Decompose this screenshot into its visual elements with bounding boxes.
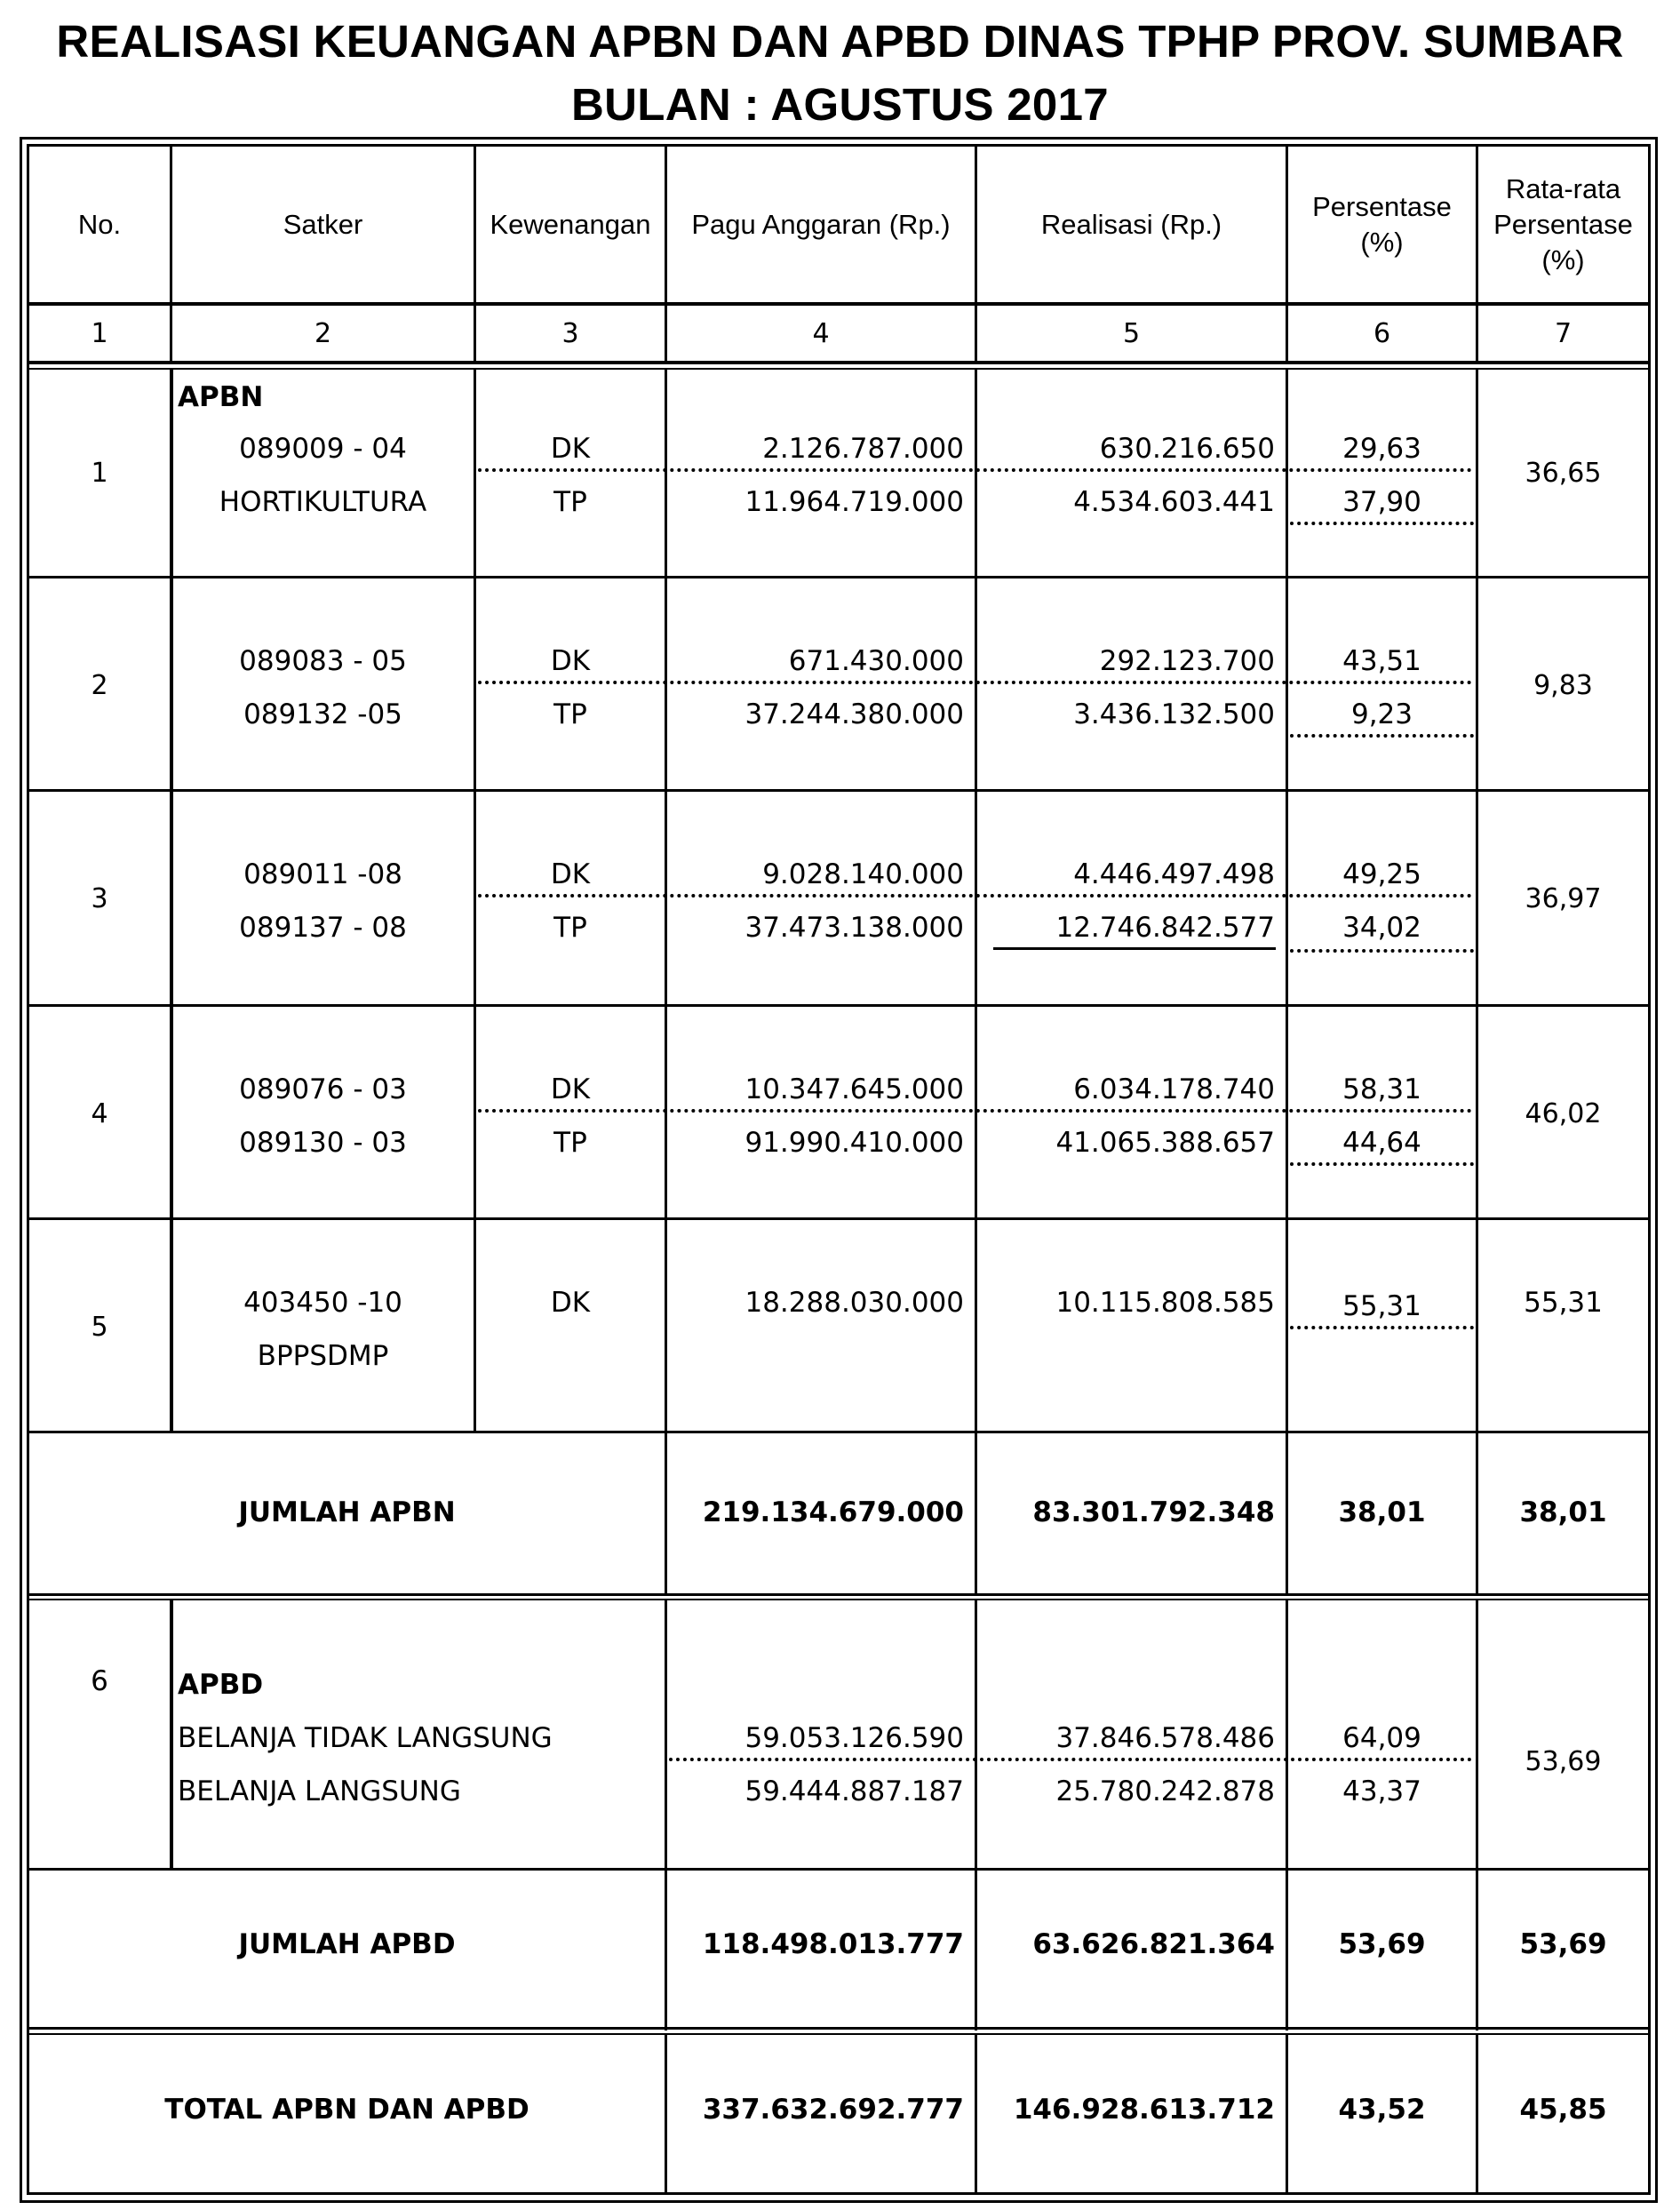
row2-kew-1: DK [550, 645, 591, 677]
total-bottom-line [27, 2192, 1651, 2195]
jumlah-apbd-bottom-line [27, 2027, 1651, 2030]
vline-c2-apbn [474, 368, 476, 1432]
row4-pagu-1: 10.347.645.000 [744, 1073, 964, 1105]
vline-c3-apbd [665, 1600, 667, 2030]
row1-pagu-2: 11.964.719.000 [744, 486, 964, 518]
page-title: REALISASI KEUANGAN APBN DAN APBD DINAS TPHP PROV. SUMBAR [56, 16, 1624, 67]
header-realisasi: Realisasi (Rp.) [1040, 208, 1222, 240]
colnum-4: 4 [812, 317, 830, 349]
row-sep-5 [27, 1431, 1651, 1433]
row3-pagu-1: 9.028.140.000 [762, 858, 964, 890]
row6-pagu-2: 59.444.887.187 [744, 1775, 964, 1807]
page-subtitle: BULAN : AGUSTUS 2017 [571, 79, 1109, 130]
jumlah-apbn-pct: 38,01 [1338, 1496, 1426, 1528]
row2-pct-1: 43,51 [1342, 645, 1421, 677]
vline-c3-apbn [665, 368, 667, 1593]
jumlah-apbn-pagu: 219.134.679.000 [702, 1496, 964, 1528]
apbd-row-sep [27, 1868, 1651, 1871]
row2-pagu-2: 37.244.380.000 [744, 698, 964, 730]
colnum-7: 7 [1554, 317, 1573, 349]
right-inner-line [1648, 144, 1651, 2195]
header-satker: Satker [283, 208, 363, 240]
jumlah-apbd-label: JUMLAH APBD [238, 1928, 456, 1960]
row5-pct-1: 55,31 [1342, 1290, 1421, 1322]
row-sep-2 [27, 789, 1651, 792]
row5-avg: 55,31 [1524, 1287, 1603, 1319]
total-avg: 45,85 [1519, 2094, 1607, 2126]
apbd-label: APBD [178, 1669, 264, 1701]
row1-satker-2: HORTIKULTURA [219, 486, 427, 518]
jumlah-apbn-bottom-line [27, 1593, 1651, 1596]
row4-kew-1: DK [550, 1073, 591, 1105]
row1-kew-2: TP [553, 486, 587, 518]
row4-pagu-2: 91.990.410.000 [744, 1127, 964, 1159]
row2-satker-2: 089132 -05 [243, 698, 402, 730]
row4-no: 4 [91, 1097, 108, 1129]
jumlah-apbd-pct: 53,69 [1338, 1928, 1426, 1960]
row3-avg: 36,97 [1525, 882, 1602, 914]
row5-real-1: 10.115.808.585 [1055, 1287, 1275, 1319]
row4-satker-2: 089130 - 03 [239, 1127, 407, 1159]
vline-c4-apbn [975, 368, 977, 1593]
row3-satker-2: 089137 - 08 [239, 912, 407, 944]
row3-pagu-2: 37.473.138.000 [744, 912, 964, 944]
row4-pct-2: 44,64 [1342, 1127, 1421, 1159]
row5-kew-1: DK [550, 1287, 591, 1319]
colnum-bottom-line-2 [27, 368, 1651, 370]
header-persentase: Persentase (%) [1312, 190, 1452, 258]
colnum-2: 2 [314, 317, 332, 349]
row1-satker-1: 089009 - 04 [239, 433, 407, 465]
total-pagu: 337.632.692.777 [702, 2094, 964, 2126]
apbn-label: APBN [178, 381, 264, 413]
total-label: TOTAL APBN DAN APBD [164, 2094, 529, 2126]
row2-no: 2 [91, 669, 108, 701]
row3-dotted-sep [478, 894, 1472, 898]
row4-kew-2: TP [553, 1127, 587, 1159]
row3-pct-dotted [1290, 949, 1474, 953]
total-pct: 43,52 [1338, 2094, 1426, 2126]
jumlah-apbn-avg: 38,01 [1519, 1496, 1607, 1528]
row4-real-2: 41.065.388.657 [1055, 1127, 1275, 1159]
row1-kew-1: DK [550, 433, 591, 465]
row2-avg: 9,83 [1533, 669, 1593, 701]
row2-real-1: 292.123.700 [1099, 645, 1275, 677]
header-no: No. [77, 208, 122, 240]
row-sep-3 [27, 1004, 1651, 1007]
row5-no: 5 [91, 1311, 108, 1343]
row3-pct-2: 34,02 [1342, 912, 1421, 944]
row6-real-2: 25.780.242.878 [1055, 1775, 1275, 1807]
row1-pct-2: 37,90 [1342, 486, 1421, 518]
total-real: 146.928.613.712 [1013, 2094, 1275, 2126]
row5-satker-2: BPPSDMP [257, 1340, 389, 1372]
colnum-5: 5 [1122, 317, 1141, 349]
row1-pagu-1: 2.126.787.000 [762, 433, 964, 465]
row2-real-2: 3.436.132.500 [1073, 698, 1275, 730]
vline-c6-apbn [1476, 368, 1478, 1593]
header-rata-rata: Rata-rata Persentase (%) [1493, 172, 1633, 275]
vline-c1-apbn [170, 368, 173, 1432]
jumlah-apbn-bottom-line-2 [27, 1599, 1651, 1600]
row6-real-1: 37.846.578.486 [1055, 1722, 1275, 1754]
jumlah-apbd-pagu: 118.498.013.777 [702, 1928, 964, 1960]
row6-satker-2: BELANJA LANGSUNG [178, 1775, 461, 1807]
row5-pct-dotted [1290, 1326, 1474, 1329]
colnum-6: 6 [1373, 317, 1391, 349]
row2-kew-2: TP [553, 698, 587, 730]
row1-dotted-sep [478, 468, 1472, 472]
header-kewenangan: Kewenangan [490, 208, 651, 240]
row-sep-4 [27, 1217, 1651, 1220]
row-sep-1 [27, 576, 1651, 578]
row3-no: 3 [91, 882, 108, 914]
row6-pct-2: 43,37 [1342, 1775, 1421, 1807]
jumlah-apbd-avg: 53,69 [1519, 1928, 1607, 1960]
row4-dotted-sep [478, 1109, 1472, 1113]
row1-pct-dotted [1290, 522, 1474, 525]
jumlah-apbn-label: JUMLAH APBN [238, 1496, 456, 1528]
vline-c1-apbd [170, 1600, 173, 1869]
row5-satker-1: 403450 -10 [243, 1287, 402, 1319]
row4-real-1: 6.034.178.740 [1073, 1073, 1275, 1105]
vline-c5-apbn [1286, 368, 1288, 1593]
colnum-3: 3 [561, 317, 579, 349]
row1-real-2: 4.534.603.441 [1073, 486, 1275, 518]
jumlah-apbn-real: 83.301.792.348 [1032, 1496, 1275, 1528]
header-pagu: Pagu Anggaran (Rp.) [691, 208, 951, 240]
row3-real-underline [993, 947, 1276, 950]
row2-pct-2: 9,23 [1350, 698, 1413, 730]
jumlah-apbd-bottom-line-2 [27, 2033, 1651, 2035]
row4-pct-dotted [1290, 1162, 1474, 1166]
row6-dotted-sep [669, 1758, 1472, 1761]
row3-kew-1: DK [550, 858, 591, 890]
row2-dotted-sep [478, 681, 1472, 684]
row3-kew-2: TP [553, 912, 587, 944]
row2-satker-1: 089083 - 05 [239, 645, 407, 677]
row2-pct-dotted [1290, 734, 1474, 738]
row3-real-2: 12.746.842.577 [1055, 912, 1275, 944]
row6-pagu-1: 59.053.126.590 [744, 1722, 964, 1754]
jumlah-apbd-real: 63.626.821.364 [1032, 1928, 1275, 1960]
row6-pct-1: 64,09 [1342, 1722, 1421, 1754]
row6-avg: 53,69 [1525, 1745, 1602, 1777]
vline-c6-apbd [1476, 1600, 1478, 2030]
row4-pct-1: 58,31 [1342, 1073, 1421, 1105]
vline-c5-apbd [1286, 1600, 1288, 2030]
row6-no: 6 [91, 1665, 108, 1697]
row1-real-1: 630.216.650 [1099, 433, 1275, 465]
colnum-bottom-line [27, 361, 1651, 364]
row4-satker-1: 089076 - 03 [239, 1073, 407, 1105]
row3-real-1: 4.446.497.498 [1073, 858, 1275, 890]
row3-satker-1: 089011 -08 [243, 858, 402, 890]
vline-c4-apbd [975, 1600, 977, 2030]
row3-pct-1: 49,25 [1342, 858, 1421, 890]
row2-pagu-1: 671.430.000 [788, 645, 964, 677]
row1-avg: 36,65 [1525, 457, 1602, 489]
row1-no: 1 [91, 457, 108, 489]
row6-satker-1: BELANJA TIDAK LANGSUNG [178, 1722, 553, 1754]
row1-pct-1: 29,63 [1342, 433, 1421, 465]
row5-pagu-1: 18.288.030.000 [744, 1287, 964, 1319]
row4-avg: 46,02 [1525, 1097, 1602, 1129]
colnum-1: 1 [91, 317, 108, 349]
